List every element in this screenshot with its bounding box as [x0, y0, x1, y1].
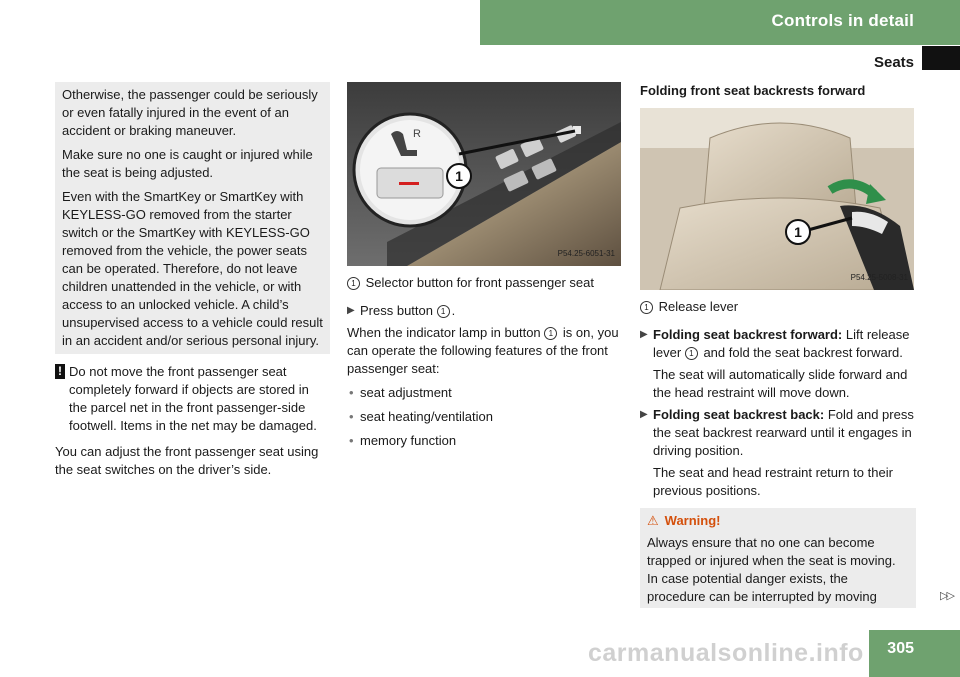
warning-triangle-icon: ⚠ — [647, 513, 659, 528]
exclamation-icon: ! — [55, 364, 65, 379]
callout-number: 1 — [347, 277, 360, 290]
note-paragraph: Even with the SmartKey or SmartKey with KEYLESS-GO removed from the starter switch or the SmartKey with KEYLESS-GO removed from the vehicle, the power seats can be operated. Therefore, do not leave children unattended in the vehicle, or with access to an unlocked vehicle. A child’s unsupervised access to a vehicle could result in an accident and/or serious personal injury. — [62, 189, 323, 348]
note-paragraph: Otherwise, the passenger could be seriously or even fatally injured in the event of an accident or braking maneuver. — [62, 87, 318, 138]
callout-number: 1 — [437, 305, 450, 318]
door-switch-illustration — [347, 82, 621, 266]
seat-backrest-illustration — [640, 108, 914, 290]
warning-title: Warning! — [664, 513, 721, 528]
instruction-prefix: Press button — [360, 303, 433, 318]
instruction-step — [640, 406, 916, 460]
chapter-header — [480, 0, 960, 45]
body-paragraph: You can adjust the front passenger seat using the seat switches on the driver’s side. — [55, 444, 319, 477]
figure-code: P54.25-5008-31 — [850, 273, 908, 282]
caption-text: Selector button for front passenger seat — [365, 275, 594, 290]
instruction-suffix: . — [451, 303, 456, 318]
column-right — [640, 82, 916, 608]
note-paragraph: Make sure no one is caught or injured while the seat is being adjusted. — [62, 147, 313, 180]
list-item-text: memory function — [360, 433, 457, 448]
warning-text: Always ensure that no one can become trapped or injured when the seat is moving. In case potential danger exists, the procedure can be interrupted by moving — [647, 535, 896, 604]
door-switch-figure — [347, 82, 621, 266]
page-number-box — [869, 630, 960, 677]
arrow-right-icon: ▶ — [347, 305, 355, 316]
bullet-dot-icon: • — [349, 433, 354, 448]
figure-code: P54.25-6051-31 — [557, 249, 615, 258]
step-text: Lift release lever — [653, 327, 910, 360]
body-paragraph — [347, 324, 623, 378]
column-left — [55, 82, 330, 485]
svg-text:R: R — [413, 128, 421, 140]
arrow-right-icon: ▶ — [640, 409, 648, 420]
callout-number: 1 — [640, 301, 653, 314]
bullet-dot-icon: • — [349, 385, 354, 400]
step-label: Folding seat backrest back: — [653, 407, 825, 422]
paragraph-part: is on, you can operate the following features of the front passenger seat: — [347, 325, 619, 376]
figure-caption — [347, 274, 623, 292]
list-item-text: seat heating/ventilation — [360, 409, 493, 424]
step-text: Fold and press the seat backrest rearward until it engages in driving position. — [653, 407, 914, 458]
list-item — [347, 432, 623, 450]
step-result: The seat will automatically slide forward and the head restraint will move down. — [653, 367, 908, 400]
chapter-title: Controls in detail — [771, 11, 914, 30]
paragraph-part: When the indicator lamp in button — [347, 325, 541, 340]
instruction-step — [640, 326, 916, 362]
caution-note — [55, 363, 330, 435]
page-number: 305 — [887, 640, 914, 657]
warning-box — [640, 508, 916, 608]
instruction-step — [347, 302, 623, 320]
continue-arrow-icon: ▷▷ — [940, 590, 953, 602]
subsection-heading: Folding front seat backrests forward — [640, 83, 866, 98]
figure-callout-1: 1 — [794, 224, 802, 240]
figure-callout-1: 1 — [455, 168, 463, 184]
step-text: and fold the seat backrest forward. — [703, 345, 903, 360]
bullet-dot-icon: • — [349, 409, 354, 424]
step-label: Folding seat backrest forward: — [653, 327, 843, 342]
step-result: The seat and head restraint return to their previous positions. — [653, 465, 893, 498]
caption-text: Release lever — [658, 299, 739, 314]
figure-caption — [640, 298, 916, 316]
seat-backrest-figure — [640, 108, 914, 290]
warning-heading — [647, 512, 909, 530]
list-item — [347, 384, 623, 402]
column-middle — [347, 82, 623, 456]
list-item — [347, 408, 623, 426]
callout-number: 1 — [544, 327, 557, 340]
callout-number: 1 — [685, 347, 698, 360]
watermark: carmanualsonline.info — [588, 639, 864, 667]
section-tab-marker — [922, 46, 960, 70]
list-item-text: seat adjustment — [360, 385, 452, 400]
arrow-right-icon: ▶ — [640, 329, 648, 340]
section-title: Seats — [873, 54, 914, 71]
caution-text: Do not move the front passenger seat completely forward if objects are stored in the parcel net in the front passenger-side footwell. Items in the net may be damaged. — [69, 364, 317, 433]
warning-continuation-box — [55, 82, 330, 354]
